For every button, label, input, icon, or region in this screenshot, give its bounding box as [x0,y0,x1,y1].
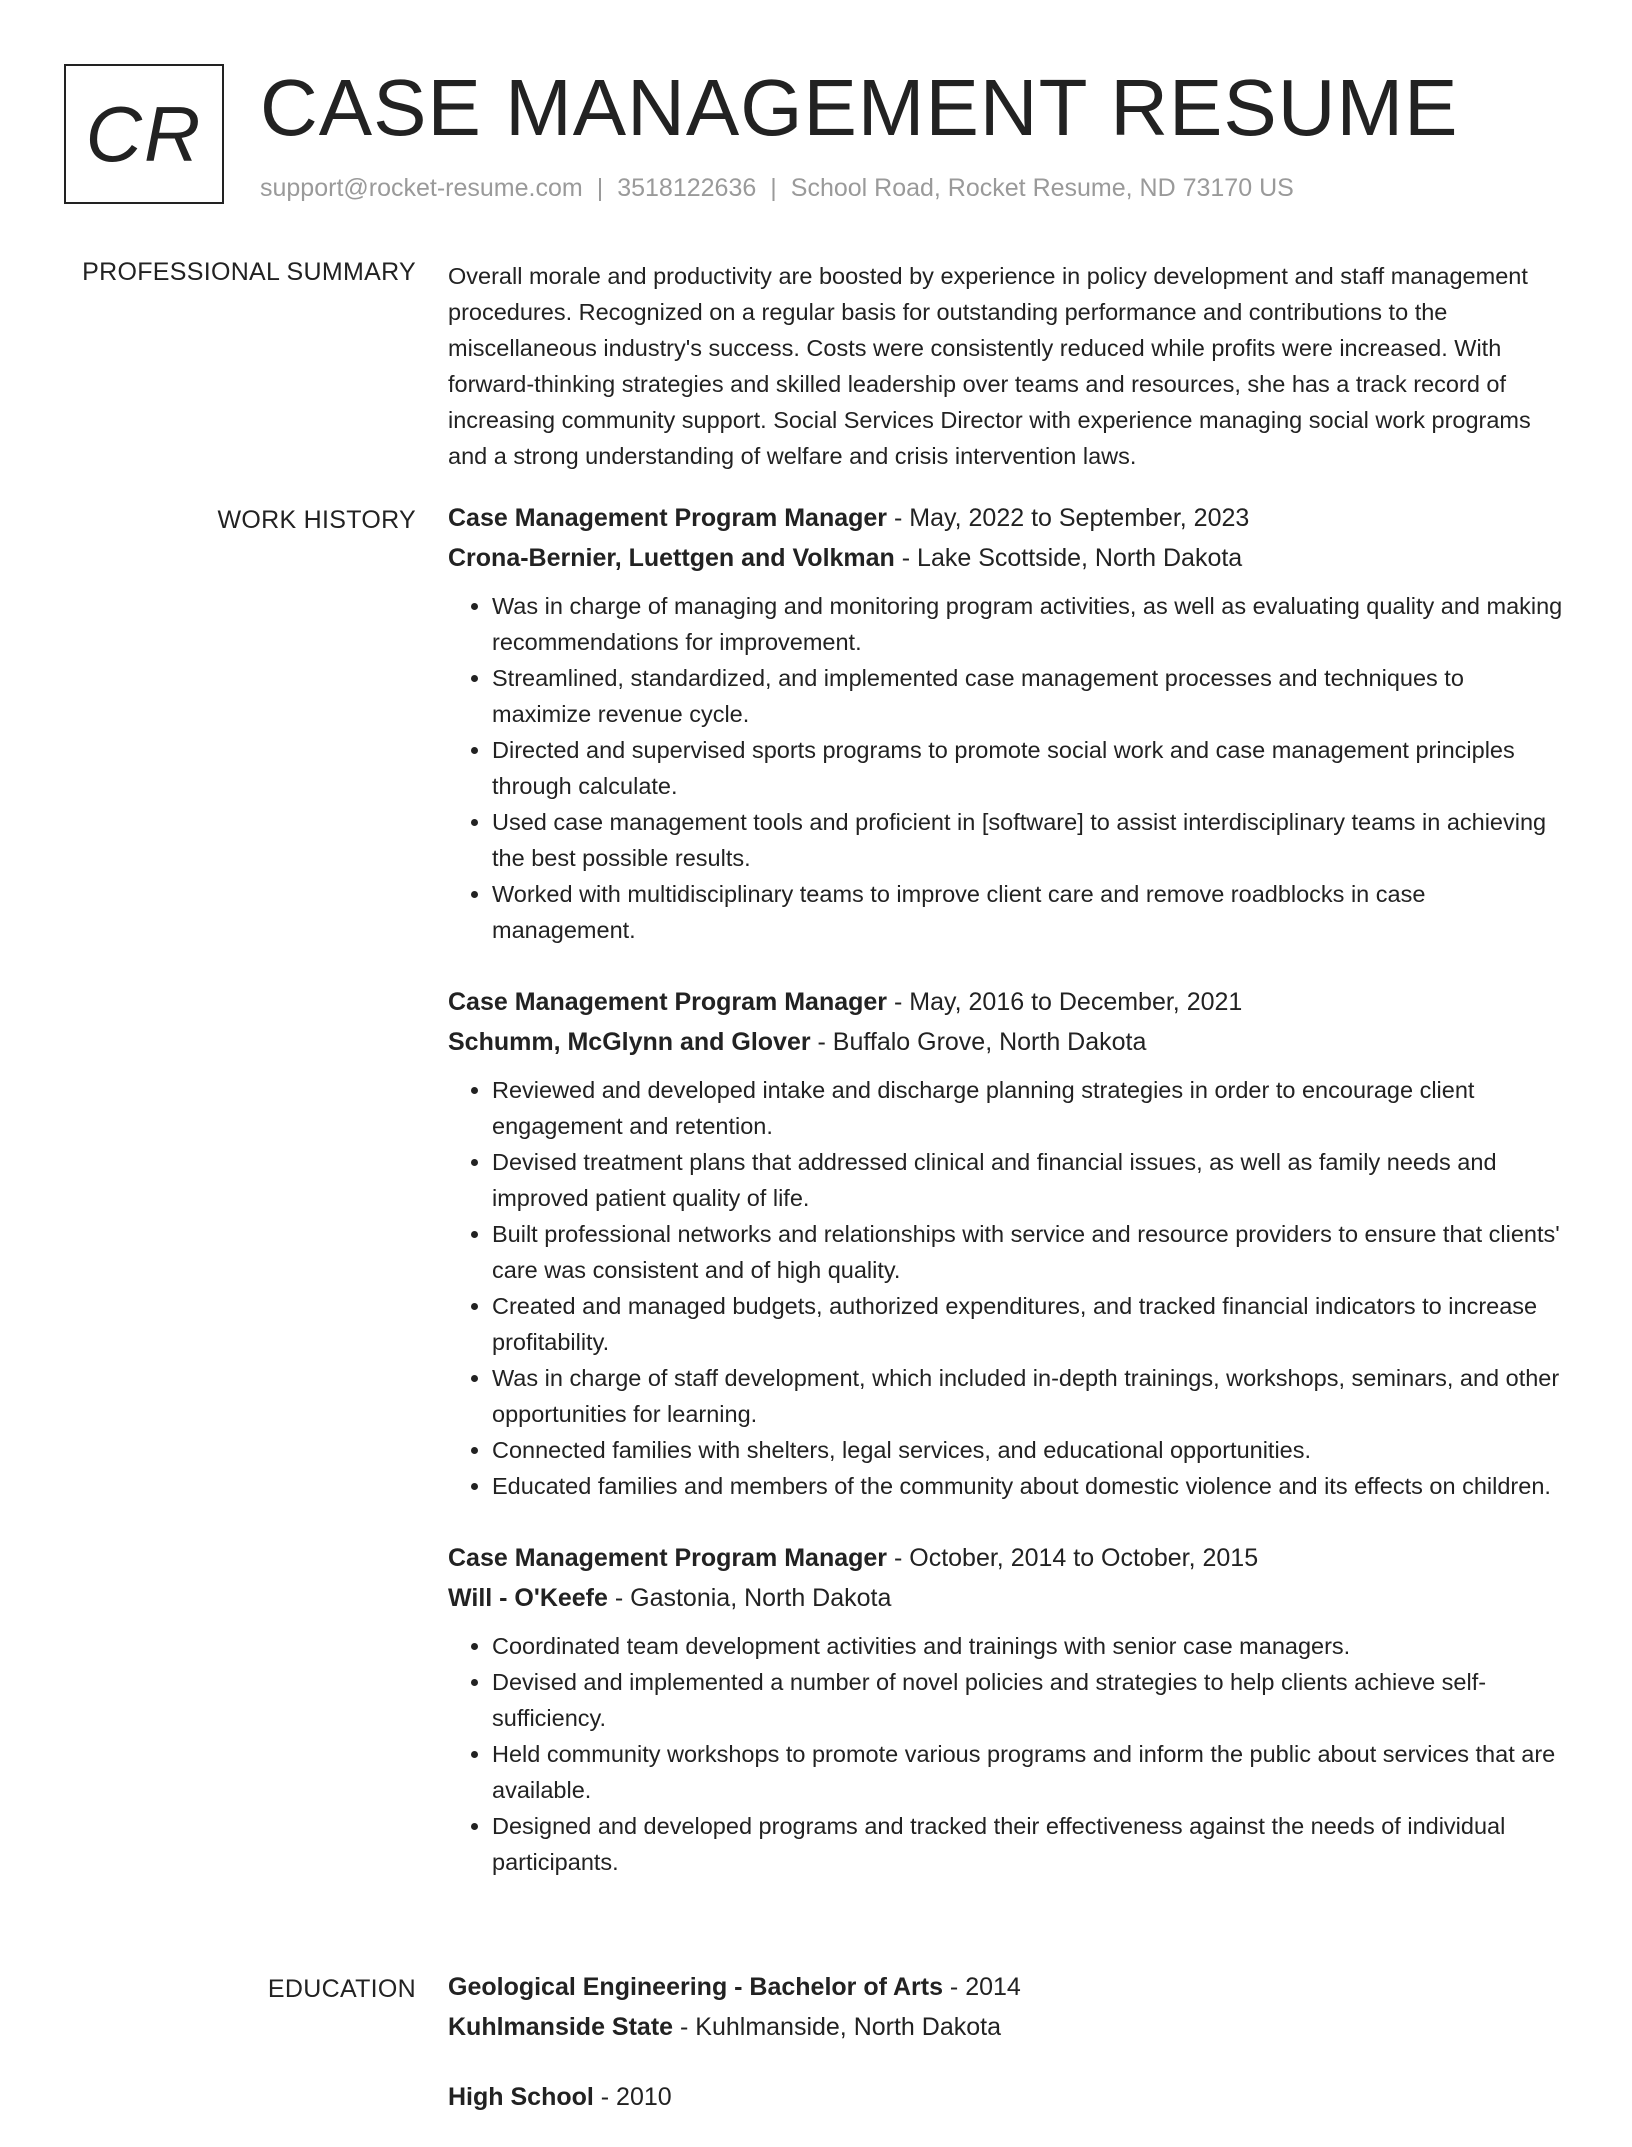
job-bullet: • Designed and developed programs and tracked their effectiveness against the needs of individual participants. [492,1808,1568,1880]
contact-separator: | [596,174,604,202]
job-bullet: • Educated families and members of the community about domestic violence and its effects on children. [492,1468,1568,1504]
contact-phone[interactable]: 3518122636 [617,174,757,202]
education-location: - Kuhlmanside, North Dakota [673,2013,1001,2041]
job-bullet: • Built professional networks and relationships with service and resource providers to ensure that clients' care was consistent and of high quality. [492,1216,1568,1288]
job-bullet: • Coordinated team development activities and trainings with senior case managers. [492,1628,1568,1664]
job-title-line [448,982,1568,1022]
job-location: - Lake Scottside, North Dakota [894,544,1243,572]
job-entry [448,498,1568,948]
education-degree: Geological Engineering - Bachelor of Arts [448,1973,943,2001]
education-degree-line [448,1967,1568,2007]
job-company: Will - O'Keefe [448,1584,608,1612]
job-title: Case Management Program Manager [448,1544,888,1572]
job-bullet: • Was in charge of managing and monitoring program activities, as well as evaluating quality and making recommendations for improvement. [492,588,1568,660]
job-title: Case Management Program Manager [448,988,888,1016]
job-title: Case Management Program Manager [448,504,888,532]
job-company-line [448,1578,1568,1618]
education-degree: High School [448,2083,594,2111]
education-entry [448,1967,1568,2047]
job-location: - Buffalo Grove, North Dakota [810,1028,1147,1056]
resume-header [64,64,1564,214]
job-dates: - May, 2016 to December, 2021 [887,988,1243,1016]
monogram-logo: CR [64,64,224,204]
job-location: - Gastonia, North Dakota [607,1584,892,1612]
job-bullet: • Was in charge of staff development, which included in-depth trainings, workshops, seminars, and other opportunities for learning. [492,1360,1568,1432]
job-entry [448,982,1568,1504]
job-dates: - October, 2014 to October, 2015 [887,1544,1259,1572]
contact-email[interactable]: support@rocket-resume.com [260,174,583,202]
job-company-line [448,1022,1568,1062]
contact-separator: | [770,174,777,202]
education-entry [448,2077,1568,2117]
job-bullet: • Worked with multidisciplinary teams to improve client care and remove roadblocks in case management. [492,876,1568,948]
job-bullet: • Devised treatment plans that addressed clinical and financial issues, as well as family needs and improved patient quality of life. [492,1144,1568,1216]
summary-body [448,258,1568,474]
job-bullet: • Connected families with shelters, legal services, and educational opportunities. [492,1432,1568,1468]
job-bullet: • Used case management tools and proficient in [software] to assist interdisciplinary teams in achieving the best possible results. [492,804,1568,876]
job-company-line [448,538,1568,578]
job-bullets [448,588,1568,948]
section-label-summary: PROFESSIONAL SUMMARY [82,258,416,286]
job-bullet: • Held community workshops to promote various programs and inform the public about services that are available. [492,1736,1568,1808]
summary-text: Overall morale and productivity are boosted by experience in policy development and staff management procedures. Recognized on a regular basis for outstanding performance and contributions to the miscellaneous industry's success. Costs were consistently reduced while profits were increased. With forward-thinking strategies and skilled leadership over teams and resources, she has a track record of increasing community support. Social Services Director with experience managing social work programs and a strong understanding of welfare and crisis intervention laws. [448,263,1531,469]
education-year: - 2014 [942,1973,1021,2001]
job-company: Crona-Bernier, Luettgen and Volkman [448,544,895,572]
job-bullet: • Directed and supervised sports programs to promote social work and case management principles through calculate. [492,732,1568,804]
education-school: Kuhlmanside State [448,2013,674,2041]
section-label-work-history: WORK HISTORY [217,506,416,534]
job-bullet: • Devised and implemented a number of novel policies and strategies to help clients achieve self-sufficiency. [492,1664,1568,1736]
education-degree-line [448,2077,1568,2117]
job-title-line [448,1538,1568,1578]
section-label-education: EDUCATION [267,1975,416,2003]
job-bullet: • Streamlined, standardized, and implemented case management processes and techniques to maximize revenue cycle. [492,660,1568,732]
education-school-line [448,2007,1568,2047]
job-bullets [448,1628,1568,1880]
job-bullet: • Created and managed budgets, authorized expenditures, and tracked financial indicators to increase profitability. [492,1288,1568,1360]
contact-address: School Road, Rocket Resume, ND 73170 US [790,174,1294,202]
education-body [448,1967,1568,2147]
job-entry [448,1538,1568,1880]
job-bullets [448,1072,1568,1504]
education-year: - 2010 [593,2083,672,2111]
job-bullet: • Reviewed and developed intake and discharge planning strategies in order to encourage client engagement and retention. [492,1072,1568,1144]
job-company: Schumm, McGlynn and Glover [448,1028,811,1056]
work-history-body [448,498,1568,1914]
job-title-line [448,498,1568,538]
job-dates: - May, 2022 to September, 2023 [887,504,1250,532]
resume-title: CASE MANAGEMENT RESUME [260,63,1459,152]
contact-line [260,174,1294,203]
